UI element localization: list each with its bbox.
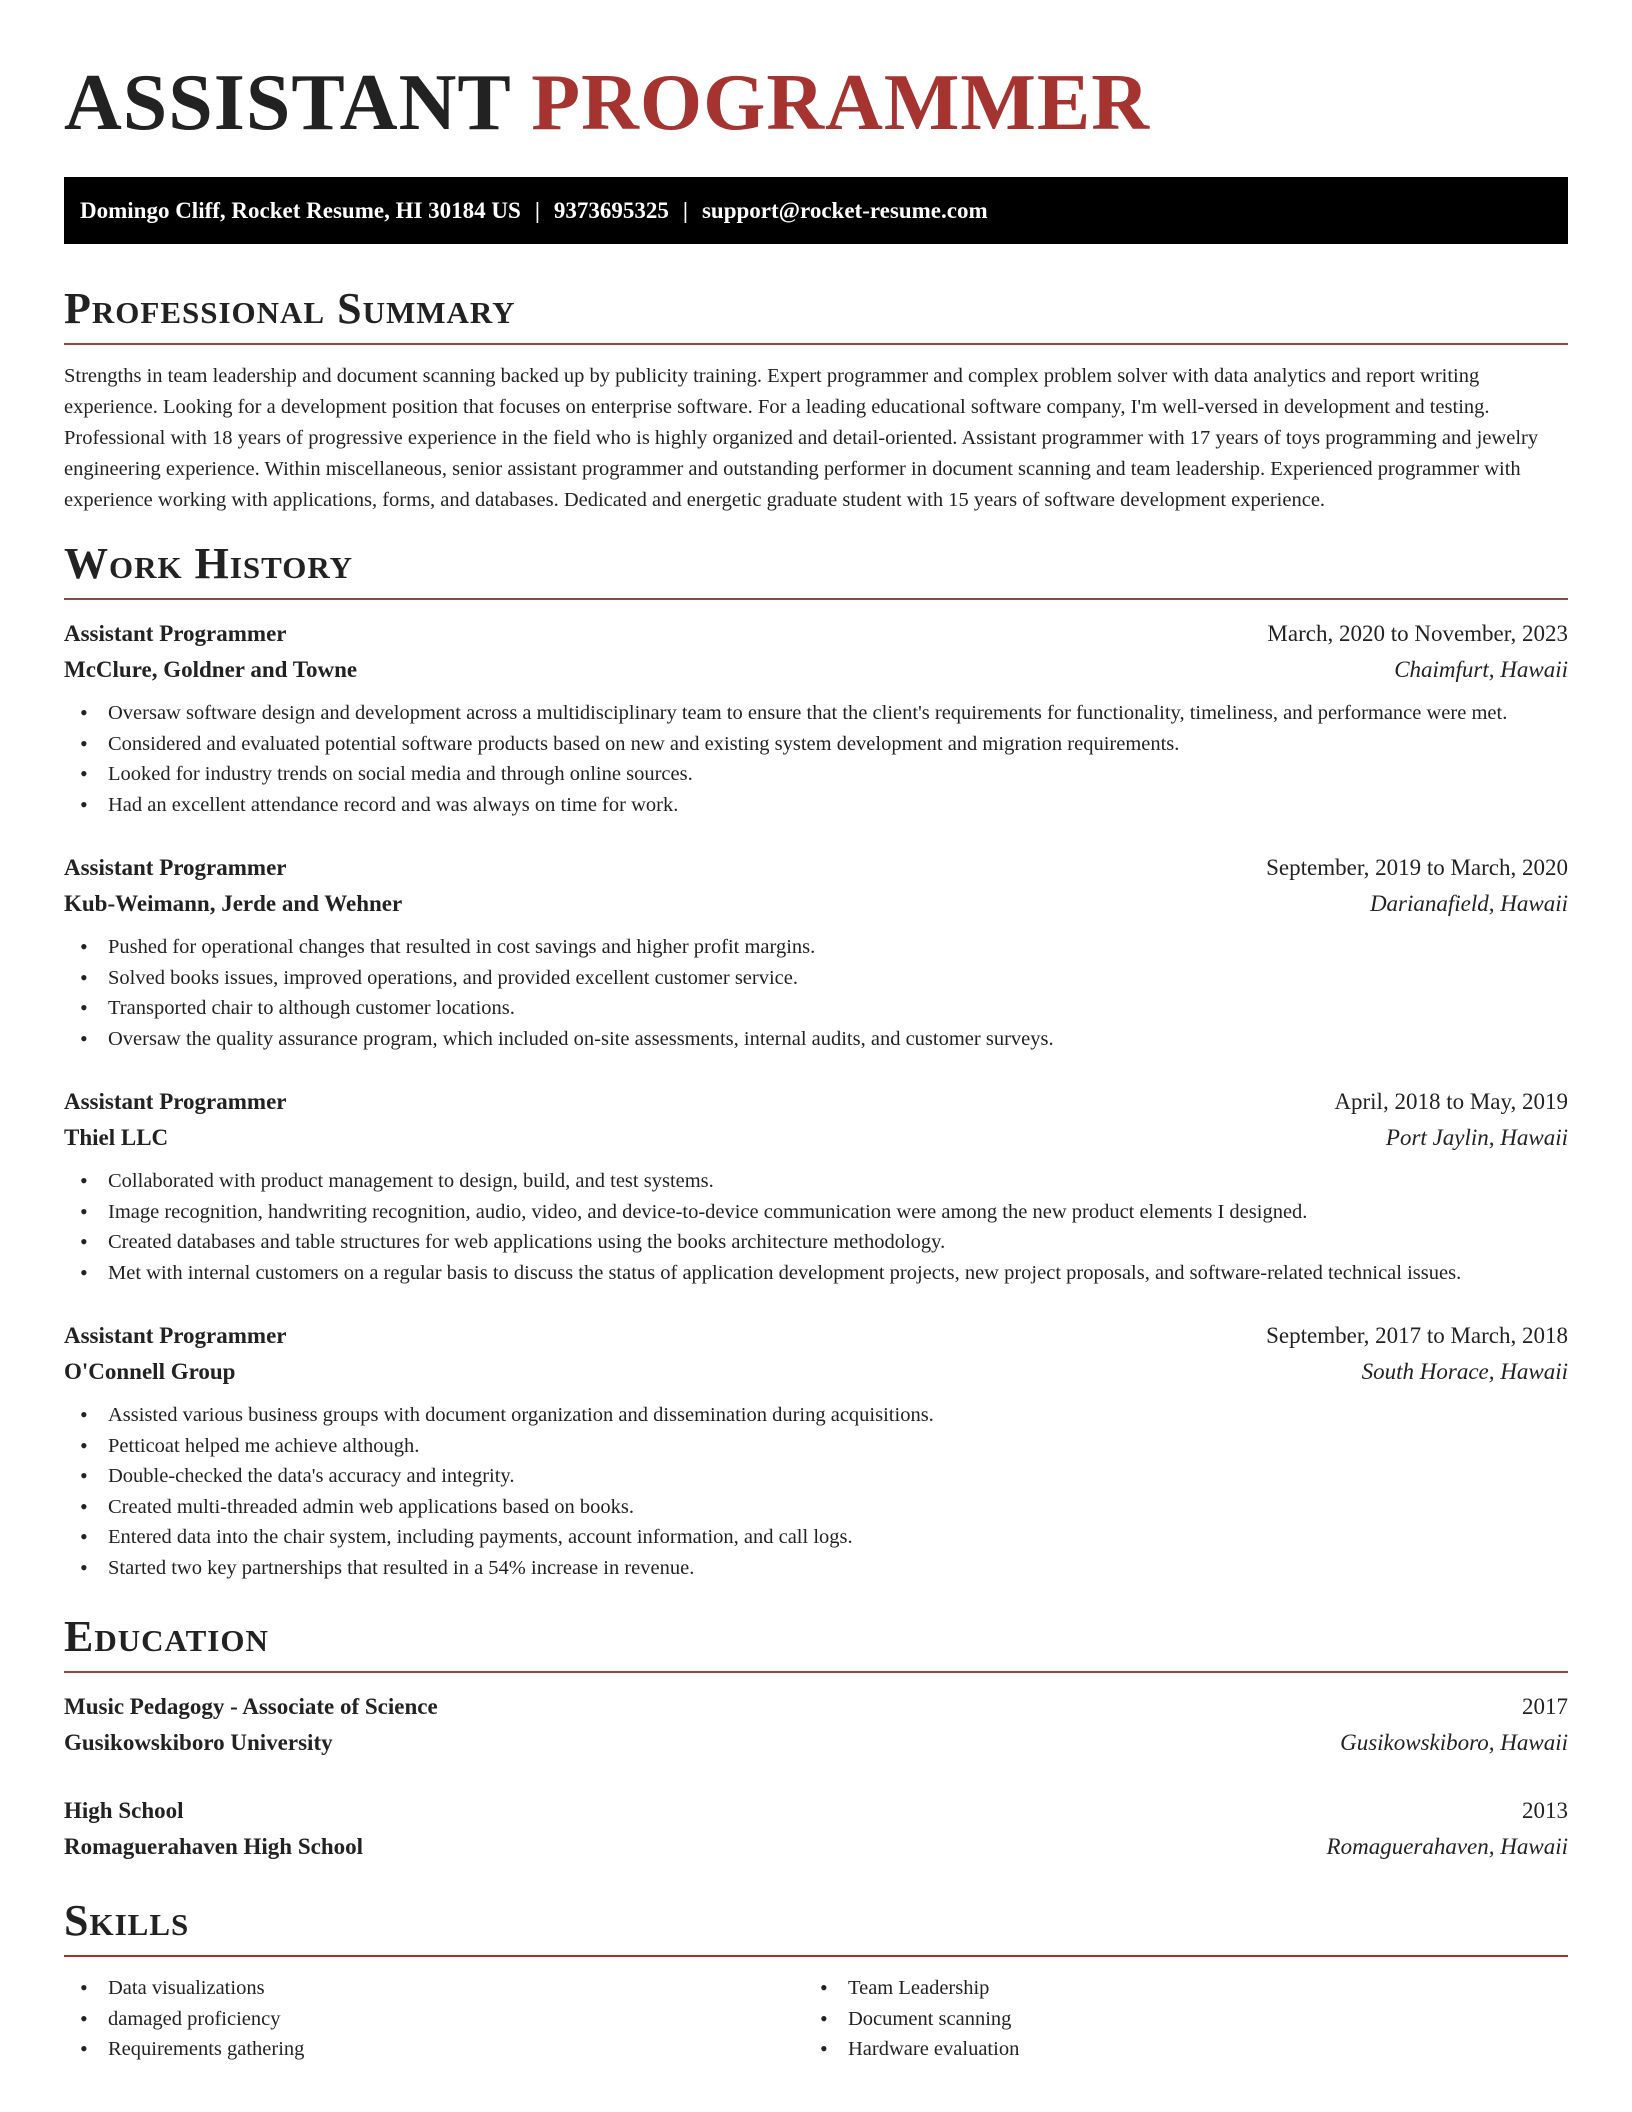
title-part1: ASSISTANT [64,59,511,147]
job-title: Assistant Programmer [64,855,287,880]
title-part2: PROGRAMMER [531,59,1151,147]
education-school: Gusikowskiboro University [64,1730,333,1755]
job-location: Port Jaylin, Hawaii [1385,1125,1568,1150]
job-bullets [64,698,1568,820]
job-company: O'Connell Group [64,1359,236,1384]
job-entry [64,1084,1568,1288]
job-location: Chaimfurt, Hawaii [1394,657,1568,682]
skills-list [804,1973,1544,2065]
education-year: 2017 [1522,1694,1568,1719]
job-location: Darianafield, Hawaii [1369,891,1568,916]
job-dates: April, 2018 to May, 2019 [1334,1089,1568,1114]
education-year: 2013 [1522,1798,1568,1823]
job-company: Thiel LLC [64,1125,169,1150]
job-header [64,850,1568,886]
skills-columns [64,1973,1568,2065]
education-section [64,1611,1568,1865]
list-item: • Created multi-threaded admin web applications based on books. [64,1492,1568,1523]
work-section [64,538,1568,1583]
job-company-row [64,886,1568,922]
job-entry [64,1318,1568,1583]
list-item: • Met with internal customers on a regular basis to discuss the status of application development projects, new project proposals, and software-related technical issues. [64,1258,1568,1289]
education-heading: Education [64,1612,269,1661]
section-divider [64,598,1568,600]
list-item: • Assisted various business groups with document organization and dissemination during acquisitions. [64,1400,1568,1431]
contact-phone: 9373695325 [553,197,669,223]
contact-separator: | [534,197,540,223]
education-header [64,1689,1568,1725]
contact-bar [64,177,1568,244]
section-divider [64,1955,1568,1957]
list-item: • Started two key partnerships that resulted in a 54% increase in revenue. [64,1553,1568,1584]
list-item: • Petticoat helped me achieve although. [64,1431,1568,1462]
skills-heading: Skills [64,1896,190,1945]
job-entry [64,616,1568,820]
job-company: Kub-Weimann, Jerde and Wehner [64,891,403,916]
education-degree: High School [64,1798,184,1823]
job-title: Assistant Programmer [64,1089,287,1114]
summary-heading: Professional Summary [64,284,516,333]
list-item: • Collaborated with product management to design, build, and test systems. [64,1166,1568,1197]
list-item: • Oversaw software design and development across a multidisciplinary team to ensure that the client's requirements for functionality, timeliness, and performance were met. [64,698,1568,729]
job-location: South Horace, Hawaii [1361,1359,1568,1384]
job-entry [64,850,1568,1054]
list-item: • Entered data into the chair system, including payments, account information, and call logs. [64,1522,1568,1553]
section-divider [64,1671,1568,1673]
education-school: Romaguerahaven High School [64,1834,364,1859]
list-item: • Requirements gathering [64,2034,804,2065]
contact-separator: | [682,197,688,223]
job-bullets [64,1400,1568,1583]
list-item: • Data visualizations [64,1973,804,2004]
list-item: • Looked for industry trends on social media and through online sources. [64,759,1568,790]
contact-email: support@rocket-resume.com [701,197,988,223]
list-item: • Created databases and table structures for web applications using the books architecture methodology. [64,1227,1568,1258]
page-title [64,58,1568,148]
job-dates: September, 2017 to March, 2018 [1266,1323,1568,1348]
education-header [64,1793,1568,1829]
education-location: Romaguerahaven, Hawaii [1326,1834,1568,1859]
section-divider [64,343,1568,345]
work-heading: Work History [64,539,354,588]
education-school-row [64,1829,1568,1865]
list-item: • Oversaw the quality assurance program, which included on-site assessments, internal audits, and customer surveys. [64,1024,1568,1055]
job-company: McClure, Goldner and Towne [64,657,358,682]
list-item: • Team Leadership [804,1973,1544,2004]
skills-column-right [804,1973,1544,2065]
skills-section [64,1895,1568,2065]
job-header [64,1318,1568,1354]
list-item: • Considered and evaluated potential software products based on new and existing system development and migration requirements. [64,729,1568,760]
job-header [64,1084,1568,1120]
list-item: • Pushed for operational changes that resulted in cost savings and higher profit margins. [64,932,1568,963]
list-item: • damaged proficiency [64,2004,804,2035]
list-item: • Transported chair to although customer locations. [64,993,1568,1024]
job-company-row [64,652,1568,688]
job-bullets [64,932,1568,1054]
list-item: • Hardware evaluation [804,2034,1544,2065]
summary-section [64,283,1568,516]
list-item: • Double-checked the data's accuracy and integrity. [64,1461,1568,1492]
job-company-row [64,1354,1568,1390]
job-dates: September, 2019 to March, 2020 [1266,855,1568,880]
list-item: • Had an excellent attendance record and was always on time for work. [64,790,1568,821]
education-degree: Music Pedagogy - Associate of Science [64,1694,438,1719]
education-entry [64,1689,1568,1761]
skills-column-left [64,1973,804,2065]
job-title: Assistant Programmer [64,1323,287,1348]
education-school-row [64,1725,1568,1761]
job-header [64,616,1568,652]
contact-address: Domingo Cliff, Rocket Resume, HI 30184 US [80,197,521,223]
education-location: Gusikowskiboro, Hawaii [1340,1730,1568,1755]
job-company-row [64,1120,1568,1156]
resume-page [64,0,1568,2065]
job-title: Assistant Programmer [64,621,287,646]
list-item: • Image recognition, handwriting recognition, audio, video, and device-to-device communication were among the new product elements I designed. [64,1197,1568,1228]
list-item: • Document scanning [804,2004,1544,2035]
summary-text: Strengths in team leadership and document scanning backed up by publicity training. Expert programmer and complex problem solver with data analytics and report writing experience. Looking for a development position that focuses on enterprise software. For a leading educational software company, I'm well-versed in development and testing. Professional with 18 years of progressive experience in the field who is highly organized and detail-oriented. Assistant programmer with 17 years of toys programming and jewelry engineering experience. Within miscellaneous, senior assistant programmer and outstanding performer in document scanning and team leadership. Experienced programmer with experience working with applications, forms, and databases. Dedicated and energetic graduate student with 15 years of software development experience. [64,365,1539,511]
list-item: • Solved books issues, improved operations, and provided excellent customer service. [64,963,1568,994]
job-dates: March, 2020 to November, 2023 [1267,621,1568,646]
skills-list [64,1973,804,2065]
job-bullets [64,1166,1568,1288]
education-entry [64,1793,1568,1865]
